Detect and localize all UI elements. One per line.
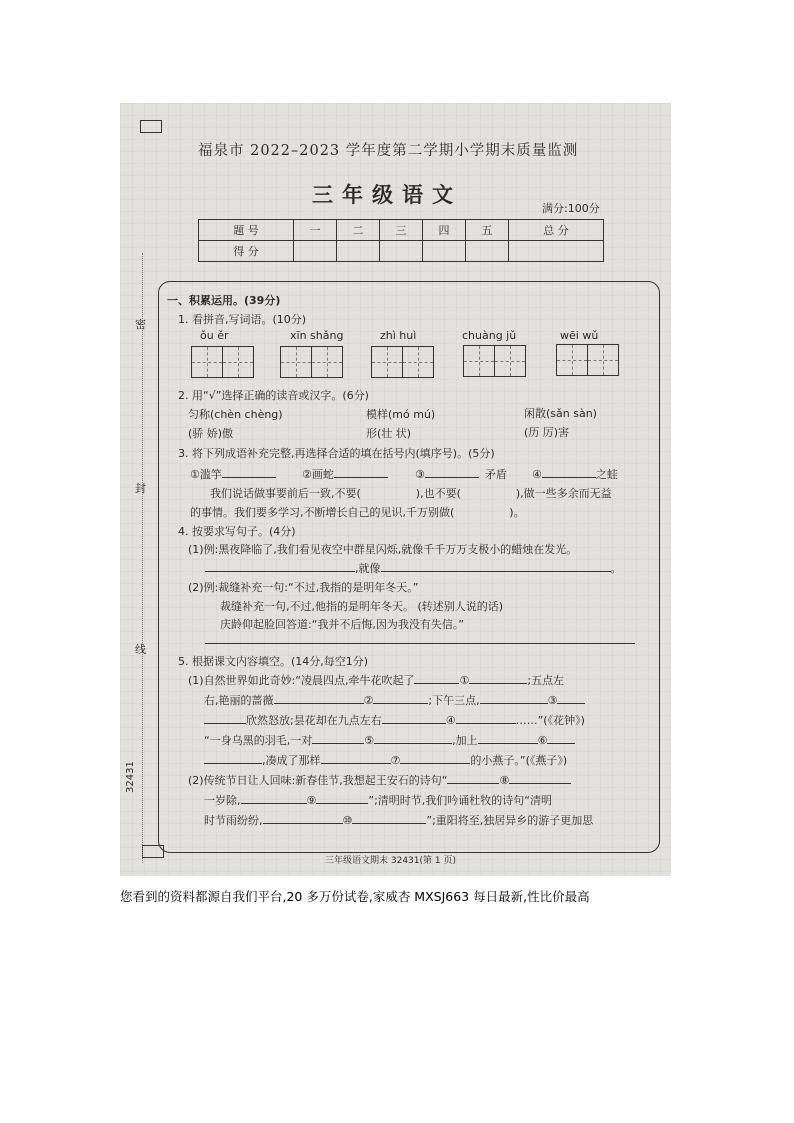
- q5-line-7: [204, 792, 552, 808]
- q5-text: ;下午三点,: [428, 694, 480, 707]
- answer-line[interactable]: [205, 643, 635, 644]
- section-title: 一、积累运用。(39分): [167, 294, 281, 307]
- answer-blank[interactable]: [425, 467, 479, 478]
- q5-text: 右,艳丽的蔷薇: [204, 694, 274, 707]
- q4-text: 。: [610, 562, 622, 575]
- answer-blank[interactable]: [222, 467, 276, 478]
- answer-blank[interactable]: [274, 693, 364, 704]
- answer-blank[interactable]: [547, 733, 575, 744]
- score-table-header-row: [199, 220, 604, 241]
- answer-blank[interactable]: [374, 733, 452, 744]
- q5-text: ”;清明时节,我们吟诵杜牧的诗句“清明: [368, 794, 552, 807]
- q4-example-2a: 裁缝补充一句,不过,他指的是明年冬天。 (转述别人说的话): [220, 600, 504, 613]
- answer-blank[interactable]: [321, 753, 391, 764]
- answer-blank[interactable]: [456, 713, 516, 724]
- q5-line-3: [204, 712, 585, 728]
- score-cell-empty: [379, 241, 422, 262]
- page-footer: 三年级语文期末 32431(第 1 页): [325, 856, 456, 866]
- answer-blank[interactable]: [447, 773, 499, 784]
- pinyin-5: wēi wǔ: [560, 329, 599, 342]
- q5-text: 时节雨纷纷,: [204, 814, 263, 827]
- score-cell: 四: [422, 220, 465, 241]
- answer-blank[interactable]: [414, 673, 459, 684]
- q5-num: ⑥: [537, 734, 548, 747]
- q5-num: ⑩: [342, 814, 353, 827]
- pinyin-1: ǒu ěr: [200, 329, 229, 342]
- exam-paper-photo: [120, 103, 671, 876]
- answer-blank[interactable]: [204, 753, 262, 764]
- idiom-1: ①滥竽: [190, 468, 222, 481]
- idiom-4: ④: [532, 468, 542, 481]
- writing-box[interactable]: [280, 346, 312, 378]
- corner-box-top: [140, 120, 162, 133]
- idiom-4-tail: 之蛙: [595, 468, 618, 481]
- writing-box[interactable]: [311, 346, 343, 378]
- answer-blank[interactable]: [382, 713, 446, 724]
- answer-blank[interactable]: [334, 467, 388, 478]
- idiom-2: ②画蛇: [302, 468, 334, 481]
- answer-blank[interactable]: [352, 813, 426, 824]
- score-cell: 五: [465, 220, 508, 241]
- q5-num: ③: [547, 694, 558, 707]
- q3-text: 我们说话做事要前后一致,不要(: [210, 487, 361, 500]
- writing-box[interactable]: [556, 344, 588, 376]
- answer-blank[interactable]: [478, 733, 538, 744]
- idiom-3: ③: [415, 468, 425, 481]
- idiom-item: [302, 466, 388, 482]
- side-mark-xian: 线: [135, 643, 146, 656]
- writing-box[interactable]: [191, 346, 223, 378]
- q5-text: ,凑成了那样: [262, 754, 321, 767]
- answer-blank[interactable]: [204, 713, 246, 724]
- q2-item[interactable]: 闲散(sǎn sàn): [524, 407, 597, 420]
- q5-text: “一身乌黑的羽毛,一对: [204, 734, 313, 747]
- q5-num: ②: [363, 694, 374, 707]
- answer-blank[interactable]: [312, 733, 364, 744]
- writing-box[interactable]: [494, 345, 526, 377]
- q5-text: ……”(《花钟》): [515, 714, 585, 727]
- caption-text: 您看到的资料都源自我们平台,20 多万份试卷,家威杏 MXSJ663 每日最新,性比价最高: [120, 889, 590, 904]
- idiom-item: [415, 466, 507, 482]
- q4-answer-1: [205, 560, 622, 576]
- writing-box[interactable]: [402, 346, 434, 378]
- q5-num: ⑧: [499, 774, 510, 787]
- q5-text: ,加上: [452, 734, 478, 747]
- q2-item[interactable]: (骄 娇)傲: [188, 427, 234, 440]
- answer-blank[interactable]: [316, 793, 368, 804]
- q3-sentence-1: [210, 485, 612, 501]
- q5-num: ⑤: [364, 734, 375, 747]
- answer-blank[interactable]: [381, 561, 611, 572]
- answer-blank[interactable]: [509, 773, 571, 784]
- pinyin-4: chuàng jǔ: [462, 329, 517, 342]
- writing-box[interactable]: [371, 346, 403, 378]
- idiom-item: [190, 466, 276, 482]
- answer-blank[interactable]: [469, 673, 527, 684]
- q5-num: ④: [445, 714, 456, 727]
- q5-num: ⑦: [390, 754, 401, 767]
- q5-line-4: [204, 732, 575, 748]
- answer-blank[interactable]: [263, 813, 343, 824]
- score-cell: 三: [379, 220, 422, 241]
- full-score: 满分:100分: [542, 202, 600, 215]
- q5-line-5: [204, 752, 567, 768]
- answer-blank[interactable]: [480, 693, 548, 704]
- q3-text: ),做一些多余而无益: [515, 487, 612, 500]
- q4-text: ,就像: [355, 562, 381, 575]
- q4-example-1: (1)例:黑夜降临了,我们看见夜空中群星闪烁,就像千千万万支极小的蜡烛在发光。: [188, 543, 578, 556]
- q2-item[interactable]: 形(壮 状): [366, 427, 412, 440]
- q5-line-6: [188, 772, 571, 788]
- score-cell: 总 分: [508, 220, 603, 241]
- q3-text: ),也不要(: [415, 487, 461, 500]
- pinyin-3: zhì huì: [380, 329, 417, 342]
- q5-text: 欣然怒放;昙花却在九点左右: [246, 714, 382, 727]
- side-mark-feng: 封: [135, 482, 146, 495]
- side-code: 32431: [125, 761, 136, 793]
- answer-blank[interactable]: [241, 793, 307, 804]
- q3-text: 的事情。我们要多学习,不断增长自己的见识,千万别做(: [190, 506, 455, 519]
- q5-label: 5. 根据课文内容填空。(14分,每空1分): [178, 655, 369, 668]
- pinyin-2: xīn shǎng: [290, 329, 344, 342]
- answer-blank[interactable]: [542, 467, 596, 478]
- score-cell-empty: [422, 241, 465, 262]
- q4-example-2: (2)例:裁缝补充一句:“不过,我指的是明年冬天。”: [188, 581, 419, 594]
- q5-text: 的小燕子。”(《燕子》): [470, 754, 568, 767]
- writing-box[interactable]: [463, 345, 495, 377]
- writing-box[interactable]: [587, 344, 619, 376]
- answer-blank[interactable]: [557, 693, 585, 704]
- q5-text: 一岁除,: [204, 794, 241, 807]
- q5-text: ;五点左: [527, 674, 565, 687]
- q3-text: )。: [509, 506, 525, 519]
- binding-dotted-line: [142, 253, 143, 863]
- q4-example-2b: 庆龄仰起脸回答道:“我并不后悔,因为我没有失信。”: [220, 618, 465, 631]
- answer-blank[interactable]: [373, 693, 428, 704]
- score-cell: 题 号: [199, 220, 294, 241]
- q2-item[interactable]: 模样(mó mú): [366, 408, 436, 421]
- writing-box[interactable]: [222, 346, 254, 378]
- q5-line-2: [204, 692, 585, 708]
- exam-title: 福泉市 2022–2023 学年度第二学期小学期末质量监测: [198, 143, 579, 159]
- score-cell: 二: [336, 220, 379, 241]
- score-cell-empty: [508, 241, 603, 262]
- side-mark-mi: 密: [135, 318, 146, 331]
- score-cell: 得 分: [199, 241, 294, 262]
- q5-line-1: [188, 672, 564, 688]
- score-cell-empty: [293, 241, 336, 262]
- idiom-3-tail: 矛盾: [484, 468, 507, 481]
- q3-label: 3. 将下列成语补充完整,再选择合适的填在括号内(填序号)。(5分): [178, 447, 495, 460]
- q5-text: (1)自然世界如此奇妙:“凌晨四点,牵牛花吹起了: [188, 674, 415, 687]
- score-table-score-row: [199, 241, 604, 262]
- q2-label: 2. 用“√”选择正确的读音或汉字。(6分): [178, 389, 369, 402]
- idiom-item: [532, 466, 618, 482]
- answer-blank[interactable]: [205, 561, 355, 572]
- q5-text: (2)传统节日让人回味:新春佳节,我想起王安石的诗句“: [188, 774, 448, 787]
- q5-line-8: [204, 812, 593, 828]
- q2-item[interactable]: 匀称(chèn chèng): [188, 408, 283, 421]
- answer-blank[interactable]: [400, 753, 470, 764]
- subject-title: 三年级语文: [312, 182, 462, 207]
- score-table: [198, 219, 604, 262]
- q4-label: 4. 按要求写句子。(4分): [178, 525, 296, 538]
- score-cell-empty: [465, 241, 508, 262]
- q5-num: ①: [459, 674, 470, 687]
- score-cell-empty: [336, 241, 379, 262]
- q1-label: 1. 看拼音,写词语。(10分): [178, 313, 307, 326]
- q5-text: ”;重阳将至,独居异乡的游子更加思: [426, 814, 594, 827]
- score-cell: 一: [293, 220, 336, 241]
- q3-sentence-2: [190, 504, 525, 520]
- q5-num: ⑨: [306, 794, 317, 807]
- q2-item[interactable]: (历 厉)害: [524, 426, 570, 439]
